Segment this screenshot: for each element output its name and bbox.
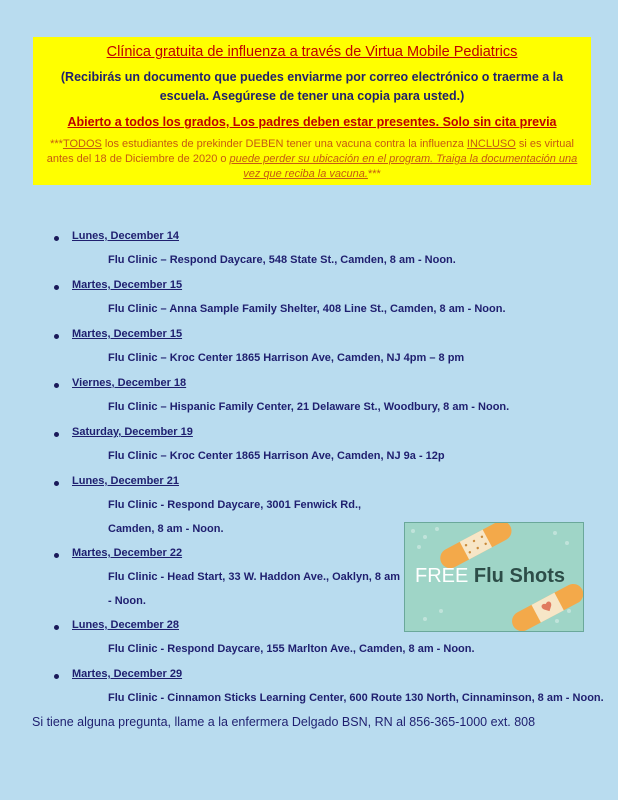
notice-part1: los estudiantes de prekinder DEBEN tener una vacuna contra la influenza: [101, 138, 467, 150]
clinic-detail: Flu Clinic – Hispanic Family Center, 21 Delaware St., Woodbury, 8 am - Noon.: [108, 401, 510, 413]
notice-stars-close: ***: [367, 168, 381, 180]
clinic-date: Lunes, December 21: [72, 475, 179, 487]
bullet-icon: [54, 383, 59, 388]
bullet-icon: [54, 236, 59, 241]
clinic-detail: Flu Clinic – Anna Sample Family Shelter, 408 Line St., Camden, 8 am - Noon.: [108, 303, 506, 315]
bullet-icon: [54, 334, 59, 339]
clinic-date: Martes, December 15: [72, 279, 183, 291]
notice-incluso: INCLUSO: [466, 138, 516, 150]
prekinder-notice: [45, 137, 579, 182]
notice-stars-open: ***: [50, 138, 63, 150]
clinic-detail: Flu Clinic - Respond Daycare, 3001 Fenwick Rd.,: [108, 499, 362, 511]
flu-shots-text: Flu Shots: [473, 565, 566, 587]
clinic-date: Lunes, December 14: [72, 230, 179, 242]
notice-part2: si es virtual antes del 18 de Diciembre de 2020 o: [46, 138, 574, 165]
clinic-detail: Flu Clinic - Head Start, 33 W. Haddon Ave., Oaklyn, 8 am: [108, 571, 400, 583]
bullet-icon: [54, 432, 59, 437]
clinic-date: Saturday, December 19: [72, 426, 193, 438]
clinic-date: Martes, December 15: [72, 328, 183, 340]
flyer-subtitle: (Recibirás un documento que puedes enviarme por correo electrónico o traerme a la escuela. Asegúrese de tener una copia para usted.): [60, 70, 564, 103]
clinic-detail: Flu Clinic – Kroc Center 1865 Harrison Ave, Camden, NJ 4pm – 8 pm: [108, 352, 465, 364]
bullet-icon: [54, 625, 59, 630]
bullet-icon: [54, 674, 59, 679]
free-flu-shots-image: [404, 522, 584, 632]
free-text: FREE: [415, 565, 469, 587]
clinic-detail: Flu Clinic - Cinnamon Sticks Learning Center, 600 Route 130 North, Cinnaminson, 8 am - Noon.: [108, 692, 604, 704]
bullet-icon: [54, 553, 59, 558]
clinic-detail: Flu Clinic – Respond Daycare, 548 State St., Camden, 8 am - Noon.: [108, 254, 456, 266]
bullet-icon: [54, 481, 59, 486]
clinic-detail: Flu Clinic - Respond Daycare, 155 Marlton Ave., Camden, 8 am - Noon.: [108, 643, 475, 655]
clinic-date: Martes, December 22: [72, 547, 183, 559]
notice-italic: puede perder su ubicación en el program. Traiga la documentación una vez que reciba la vacuna.: [229, 153, 578, 180]
notice-todos: TODOS: [62, 138, 102, 150]
clinic-date: Lunes, December 28: [72, 619, 179, 631]
flu-shots-label: [415, 565, 565, 588]
header-banner: [33, 37, 591, 185]
bullet-icon: [54, 285, 59, 290]
clinic-detail: Flu Clinic – Kroc Center 1865 Harrison Ave, Camden, NJ 9a - 12p: [108, 450, 445, 462]
clinic-detail: - Noon.: [108, 595, 146, 607]
flyer-title: Clínica gratuita de influenza a través de Virtua Mobile Pediatrics: [106, 44, 518, 60]
clinic-date: Viernes, December 18: [72, 377, 187, 389]
open-to-all-notice: Abierto a todos los grados, Los padres deben estar presentes. Solo sin cita previa: [67, 115, 557, 129]
clinic-detail: Camden, 8 am - Noon.: [108, 523, 224, 535]
clinic-date: Martes, December 29: [72, 668, 183, 680]
contact-footer: Si tiene alguna pregunta, llame a la enfermera Delgado BSN, RN al 856-365-1000 ext. 808: [32, 715, 536, 729]
